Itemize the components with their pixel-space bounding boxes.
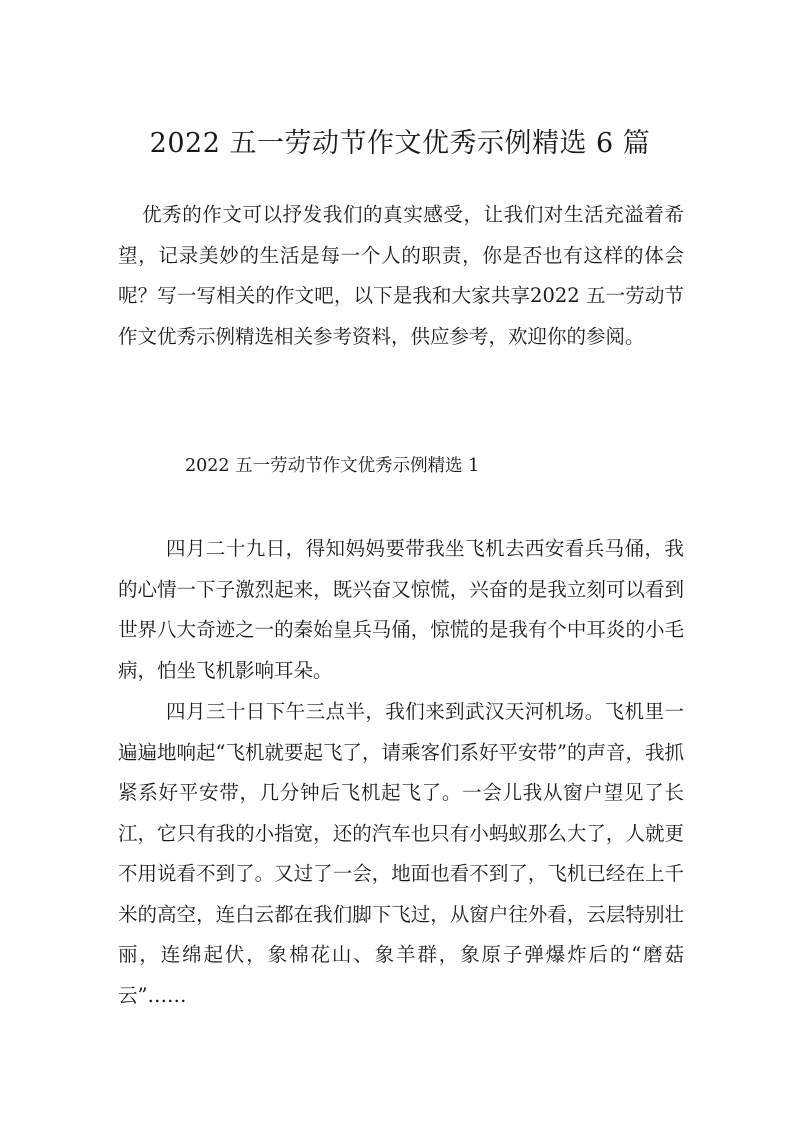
section-heading: 2022 五一劳动节作文优秀示例精选 1 xyxy=(185,456,480,476)
body-paragraph: 四月二十九日，得知妈妈要带我坐飞机去西安看兵马俑，我的心情一下子激烈起来，既兴奋又惊慌，兴奋的是我立刻可以看到世界八大奇迹之一的秦始皇兵马俑，惊慌的是我有个中耳炎的小毛病，怕坐飞机影响耳朵。 xyxy=(118,537,684,682)
body-paragraph: 四月三十日下午三点半，我们来到武汉天河机场。飞机里一遍遍地响起“飞机就要起飞了，请乘客们系好平安带”的声音，我抓紧系好平安带，几分钟后飞机起飞了。一会儿我从窗户望见了长江，它只有我的小指宽，还的汽车也只有小蚂蚁那么大了，人就更不用说看不到了。又过了一会，地面也看不到了，飞机已经在上千米的高空，连白云都在我们脚下飞过，从窗户往外看，云层特别壮丽，连绵起伏，象棉花山、象羊群，象原子弹爆炸后的“磨菇云”…… xyxy=(118,700,684,1007)
document-title: 2022 五一劳动节作文优秀示例精选 6 篇 xyxy=(149,128,651,159)
intro-paragraph: 优秀的作文可以抒发我们的真实感受，让我们对生活充溢着希望，记录美妙的生活是每一个人的职责，你是否也有这样的体会呢？写一写相关的作文吧，以下是我和大家共享2022 五一劳动节作文优秀示例精选相关参考资料，供应参考，欢迎你的参阅。 xyxy=(118,203,684,348)
